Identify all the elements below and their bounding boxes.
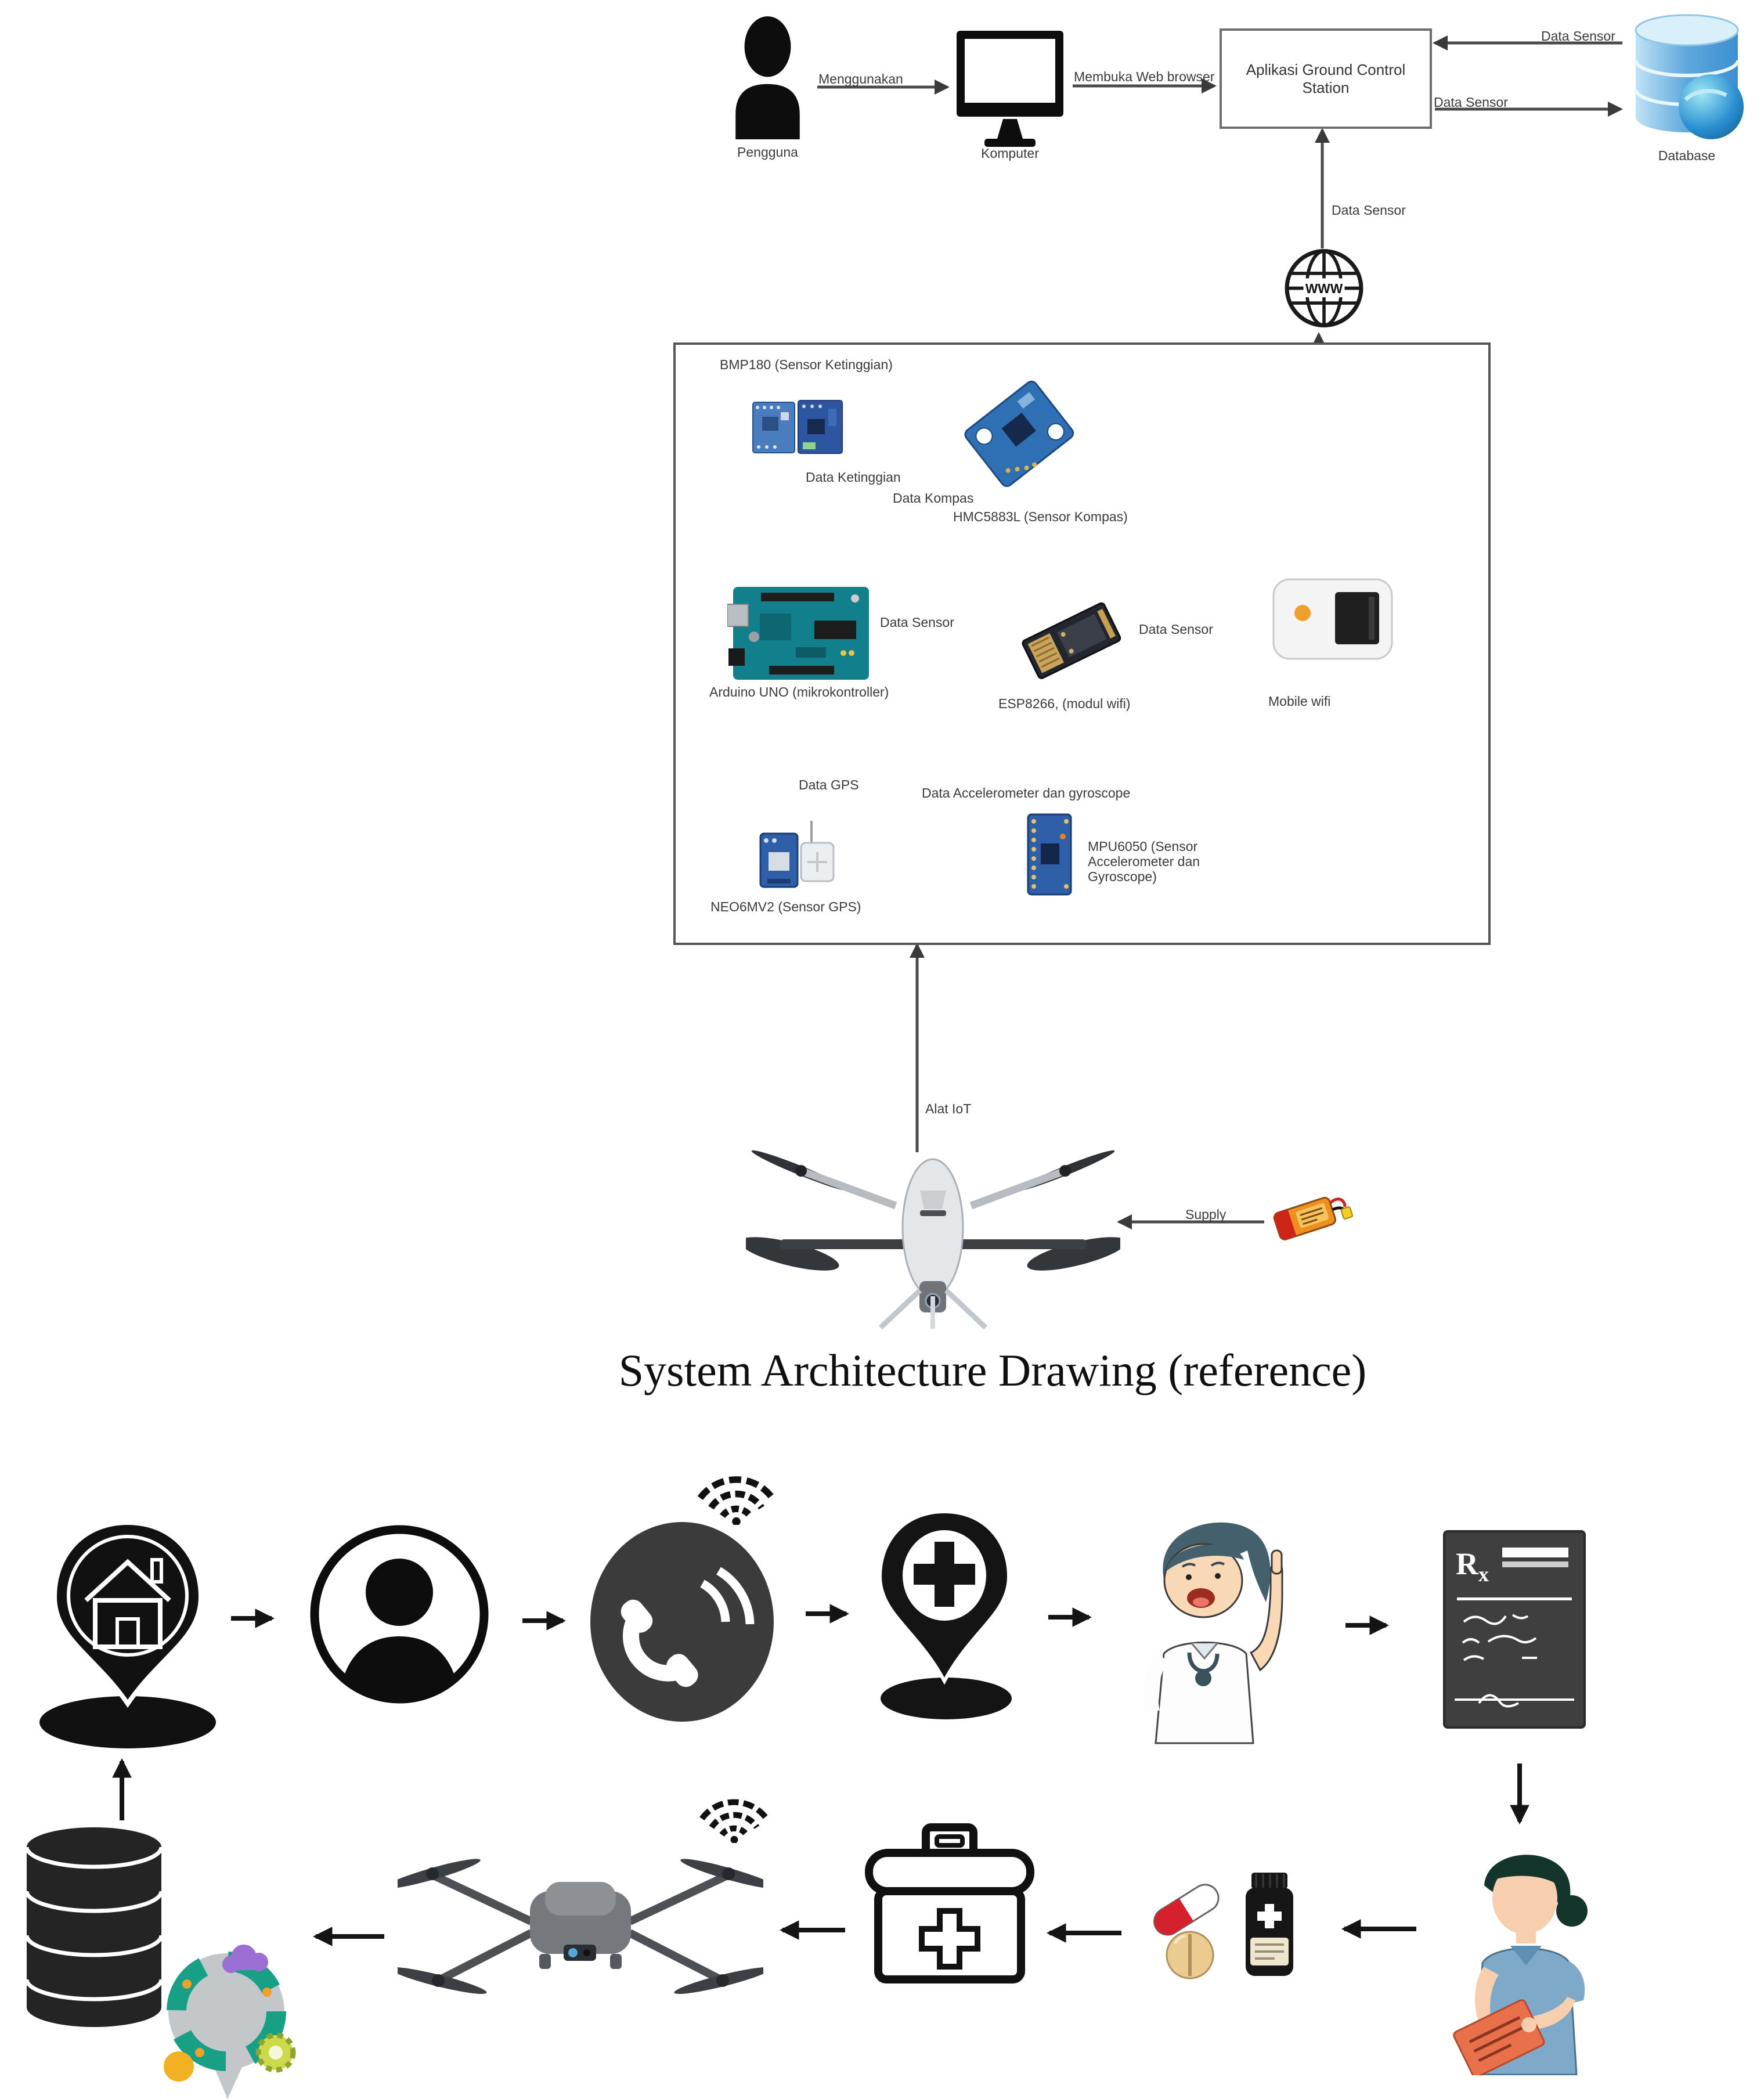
iot-drone-image <box>746 1135 1120 1329</box>
data-ketinggian-label: Data Ketinggian <box>806 470 901 485</box>
user-icon <box>723 15 813 139</box>
data-sensor-db-in-label: Data Sensor <box>1541 28 1615 44</box>
battery-image <box>1267 1178 1354 1254</box>
database-icon <box>1625 13 1748 145</box>
data-sensor-1-label: Data Sensor <box>880 615 954 630</box>
hmc5883l-label: HMC5883L (Sensor Kompas) <box>953 509 1128 524</box>
bmp180-sensor-image <box>752 399 843 455</box>
user-label: Pengguna <box>737 145 798 160</box>
medical-location-pin-icon <box>870 1506 1019 1723</box>
medicine-icons <box>1138 1868 1312 1984</box>
gcs-application-box <box>1220 28 1432 129</box>
esp8266-image <box>1013 596 1129 684</box>
figure-caption: System Architecture Drawing (reference) <box>618 1345 1367 1395</box>
www-text: WWW <box>1305 281 1343 297</box>
data-sensor-db-out-label: Data Sensor <box>1434 95 1508 110</box>
data-sensor-gcs-label: Data Sensor <box>1332 203 1406 218</box>
gcs-application-label: Aplikasi Ground Control Station <box>1246 60 1406 96</box>
database-label: Database <box>1658 148 1716 163</box>
computer-label: Komputer <box>981 146 1039 161</box>
computer-icon <box>952 26 1068 148</box>
rx-sub-text: x <box>1478 1563 1489 1586</box>
mobile-wifi-image <box>1271 577 1394 661</box>
neo6mv2-gps-image <box>756 816 837 894</box>
data-gps-label: Data GPS <box>799 777 859 792</box>
prescription-icon <box>1441 1528 1588 1731</box>
patient-avatar-icon <box>306 1524 492 1705</box>
first-aid-kit-icon <box>861 1823 1038 1988</box>
nurse-illustration <box>1429 1828 1621 2075</box>
arduino-uno-label: Arduino UNO (mikrokontroller) <box>709 684 889 699</box>
internet-globe-icon <box>1283 246 1365 330</box>
rx-text: R <box>1456 1546 1478 1581</box>
supply-label: Supply <box>1185 1207 1226 1222</box>
database-storage-icon <box>17 1823 171 2032</box>
data-kompas-label: Data Kompas <box>893 491 974 506</box>
mpu6050-label: MPU6050 (Sensor Accelerometer dan Gyroscope) <box>1088 839 1200 884</box>
uses-arrow-label: Menggunakan <box>818 71 903 86</box>
bmp180-label: BMP180 (Sensor Ketinggian) <box>720 357 893 372</box>
mobile-wifi-label: Mobile wifi <box>1268 694 1331 709</box>
delivery-drone-image <box>398 1828 763 2014</box>
esp8266-label: ESP8266, (modul wifi) <box>998 696 1131 711</box>
neo6mv2-gps-label: NEO6MV2 (Sensor GPS) <box>710 899 861 914</box>
doctor-illustration <box>1129 1501 1312 1744</box>
alat-iot-label: Alat IoT <box>925 1101 972 1116</box>
data-sensor-2-label: Data Sensor <box>1139 622 1213 637</box>
arduino-uno-image <box>727 583 872 683</box>
wifi-signal-icon <box>694 1464 778 1525</box>
global-network-icon <box>157 1939 302 2099</box>
data-accel-label: Data Accelerometer dan gyroscope <box>922 785 1131 800</box>
open-browser-arrow-label: Membuka Web browser <box>1074 69 1215 84</box>
hmc5883l-sensor-image <box>952 369 1085 499</box>
phone-call-icon <box>589 1521 775 1723</box>
home-location-pin-icon <box>30 1518 225 1750</box>
mpu6050-image <box>1018 811 1081 898</box>
